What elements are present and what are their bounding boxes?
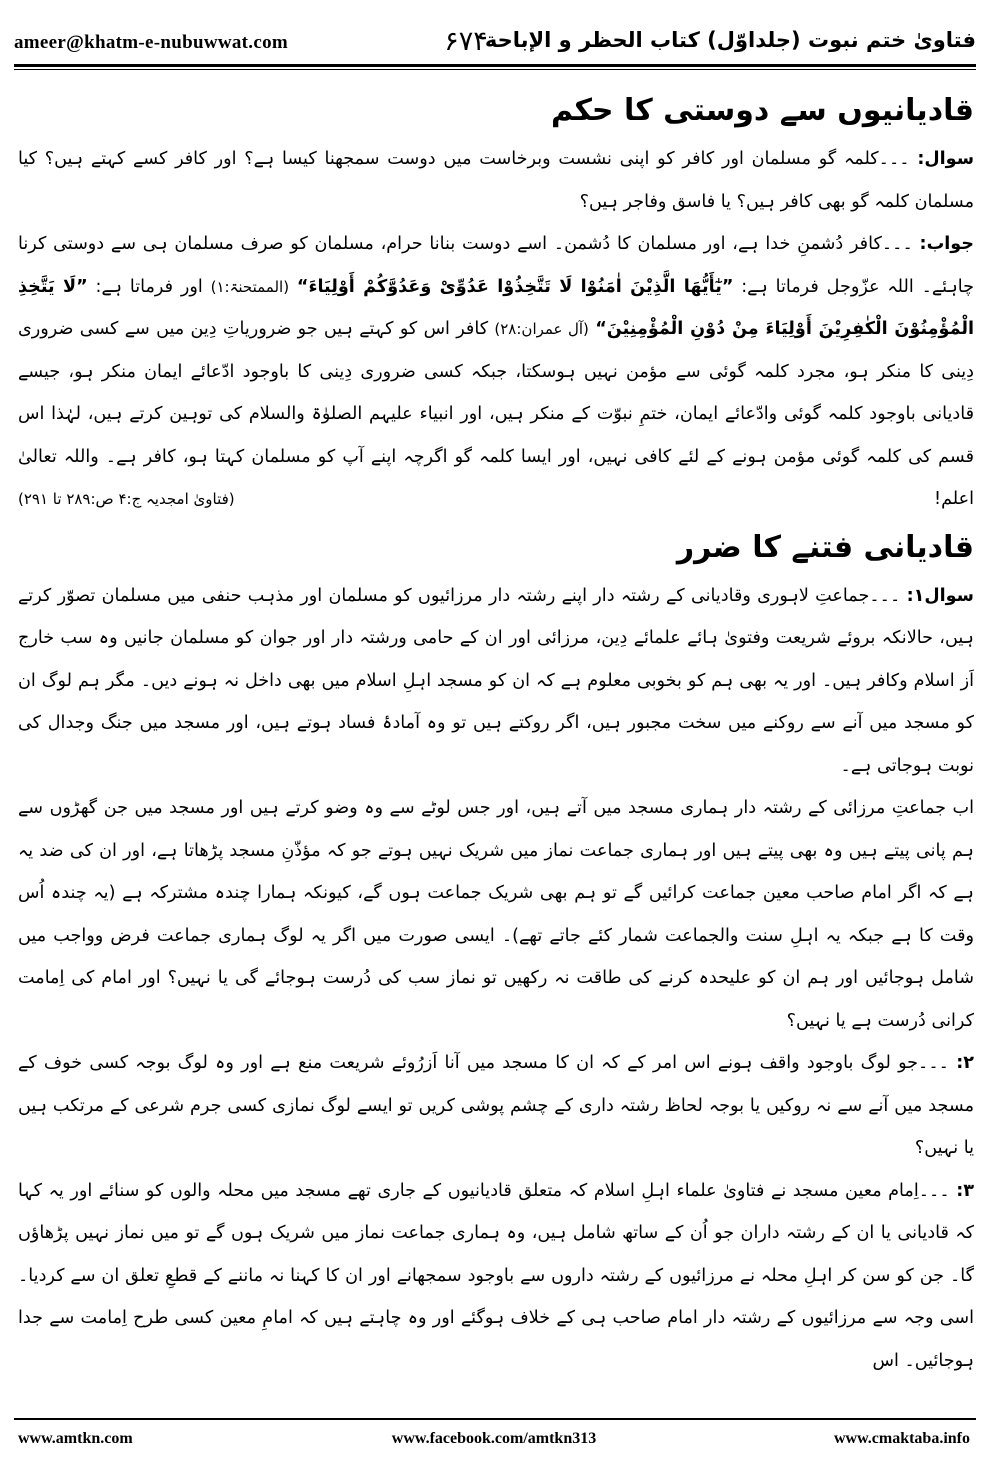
book-title: فتاویٰ ختم نبوت (جلداوّل) کتاب الحظر و الإباحة — [484, 28, 976, 52]
question-3-paragraph — [18, 1170, 974, 1383]
quran-verse-2: ”لَا یَتَّخِذِ الْمُؤْمِنُوْنَ الْکٰفِرِیْنَ أَوْلِیَاءَ مِنْ دُوْنِ الْمُؤْمِنِیْنَ“ — [18, 276, 975, 339]
question-label: سوال: — [917, 149, 974, 169]
header-rule-thin — [14, 69, 976, 70]
question-2-text: ۔۔۔جو لوگ باوجود واقف ہونے اس امر کے کہ ان کا مسجد میں آنا اَزرُوئے شریعت منع ہے اور وہ لوگ بوجہ کسی خوف کے مسجد میں آنے سے نہ روکیں یا بوجہ لحاظ رشتہ داری کے چشم پوشی کریں تو ایسے لوگ نمازی کسی جرم شرعی کے مرتکب ہیں یا نہیں؟ — [18, 1053, 974, 1158]
question-3-text: ۔۔۔اِمام معین مسجد نے فتاویٰ علماء اہلِ اسلام کہ متعلق قادیانیوں کے جاری تھے مسجد میں محلہ والوں کو سنائے اور یہ کہا کہ قادیانی یا ان کے رشتہ داران جو اُن کے ساتھ شامل ہیں، وہ ہماری جماعت نماز میں شریک ہوں گے تو میں نماز نہیں پڑھاؤں گا۔ جن کو سن کر اہلِ محلہ نے مرزائیوں کے رشتہ داروں سے باوجود سمجھانے اور ان کا کہنا نہ ماننے کے قطعِ تعلق ان سے کردیا۔ اسی وجہ سے مرزائیوں کے رشتہ دار امام صاحب ہی کے خلاف ہوگئے اور وہ چاہتے ہیں کہ امامِ معین کسی طرح اِمامت سے جدا ہوجائیں۔ اس — [18, 1180, 974, 1371]
source-citation: (فتاویٰ امجدیہ ج:۴ ص:۲۸۹ تا ۲۹۱) — [18, 490, 235, 508]
question-1-paragraph-2 — [18, 787, 974, 1042]
footer-link-website[interactable]: www.amtkn.com — [18, 1430, 133, 1447]
question-1-text: ۔۔۔جماعتِ لاہوری وقادیانی کے رشتہ دار اپنے رشتہ دار مرزائیوں کو مسلمان اور مذہب حنفی میں مسلمان تصوّر کرتے ہیں، حالانکہ بروئے شریعت وفتویٰ ہائے علمائے دِین، مرزائی اور ان کے حامی ورشتہ دار اور جوان کو مسلمان جانیں وہ سب خارج اَز اسلام وکافر ہیں۔ اور یہ بھی ہم کو بخوبی معلوم ہے کہ ان کو مسجد اہلِ اسلام میں بھی داخل نہ ہونے دیں۔ مگر ہم لوگ ان کو مسجد میں آنے سے روکنے میں سخت مجبور ہیں، اگر روکتے ہیں تو وہ آمادۂ فساد ہوتے ہیں، اور مسجد میں جنگ وجدال کی نوبت ہوجاتی ہے۔ — [18, 585, 974, 776]
question-1-label: سوال۱: — [906, 585, 974, 606]
footer-link-maktaba[interactable]: www.cmaktaba.info — [833, 1430, 970, 1447]
page-number: ۶۷۴ — [444, 26, 488, 57]
question-text: ۔۔۔کلمہ گو مسلمان اور کافر کو اپنی نشست وبرخاست میں دوست سمجھنا کیسا ہے؟ اور کافر کسے کہتے ہیں؟ کیا مسلمان کلمہ گو بھی کافر ہیں؟ یا فاسق وفاجر ہیں؟ — [18, 149, 974, 212]
question-2-label: ۲: — [956, 1053, 975, 1073]
question-1-paragraph — [18, 575, 974, 788]
header-email: ameer@khatm-e-nubuwwat.com — [14, 32, 289, 53]
question-2-paragraph — [18, 1042, 974, 1170]
footer-link-facebook[interactable]: www.facebook.com/amtkn313 — [391, 1430, 597, 1447]
quran-verse-1: ”یٰٓأَیُّھَا الَّذِیْنَ اٰمَنُوْا لَا تَتَّخِذُوْا عَدُوِّیْ وَعَدُوَّکُمْ أَوْلِیَاءَ“ — [296, 276, 734, 297]
section-heading-harm: قادیانی فتنے کا ضرر — [676, 529, 974, 565]
answer-text-3: کافر اس کو کہتے ہیں جو ضروریاتِ دِین میں سے کسی ضروری دِینی کا منکر ہو، مجرد کلمہ گوئی سے مؤمن نہیں ہوسکتا، جبکہ کسی ضروری دِینی کا باوجود ادّعائے ایمان منکر ہو، جیسے قادیانی باوجود کلمہ گوئی وادّعائے ایمان، ختمِ نبوّت کے منکر ہیں، اور انبیاء علیہم الصلوٰۃ والسلام کی توہین کرتے ہیں، لہٰذا اس قسم کی کلمہ گوئی مؤمن ہونے کے لئے کافی نہیں، اور ایسا کلمہ گو اگرچہ اپنے آپ کو مسلمان کہتا ہو، کافر ہے۔ واللہ تعالیٰ اعلم! — [18, 319, 974, 509]
page-body — [18, 84, 974, 1382]
answer-text-2: اور فرماتا ہے: — [95, 276, 203, 297]
answer-text-1: ۔۔۔کافر دُشمنِ خدا ہے، اور مسلمان کا دُشمن۔ اسے دوست بنانا حرام، مسلمان کو صرف مسلمان ہی سے دوستی کرنا چاہئے۔ اللہ عزّوجل فرماتا ہے: — [18, 234, 975, 297]
question-paragraph — [18, 138, 974, 223]
section-heading-friendship: قادیانیوں سے دوستی کا حکم — [550, 93, 974, 128]
question-3-label: ۳: — [956, 1180, 975, 1201]
answer-label: جواب: — [919, 234, 974, 254]
verse-2-reference: (آل عمران:۲۸) — [494, 320, 589, 338]
page-header — [14, 28, 976, 60]
header-rule — [14, 64, 976, 67]
verse-1-reference: (الممتحنۃ:۱) — [210, 277, 290, 296]
answer-paragraph — [18, 223, 974, 521]
page-footer — [14, 1418, 976, 1450]
question-1-text-2: اب جماعتِ مرزائی کے رشتہ دار ہماری مسجد میں آتے ہیں، اور جس لوٹے سے وہ وضو کرتے ہیں اور مسجد میں جن گھڑوں سے ہم پانی پیتے ہیں وہ بھی پیتے ہیں اور ہماری جماعت نماز میں شریک نہیں ہوتے جو کہ مؤذّنِ مسجد پڑھاتا ہے، اور ان کی ضد یہ ہے کہ اگر امام صاحب معین جماعت کرائیں گے تو ہم بھی شریک جماعت ہوں گے، کیونکہ ہمارا چندہ مشترکہ ہے (یہ چندہ اُس وقت کا ہے جبکہ یہ اہلِ سنت والجماعت شمار کئے جاتے تھے)۔ ایسی صورت میں اگر یہ لوگ ہماری جماعت فرض وواجب میں شامل ہوجائیں اور ہم ان کو علیحدہ کرنے کی طاقت نہ رکھیں تو نماز سب کی دُرست ہوجائے گی یا نہیں؟ اور امام کی اِمامت کرانی دُرست ہے یا نہیں؟ — [18, 798, 974, 1031]
